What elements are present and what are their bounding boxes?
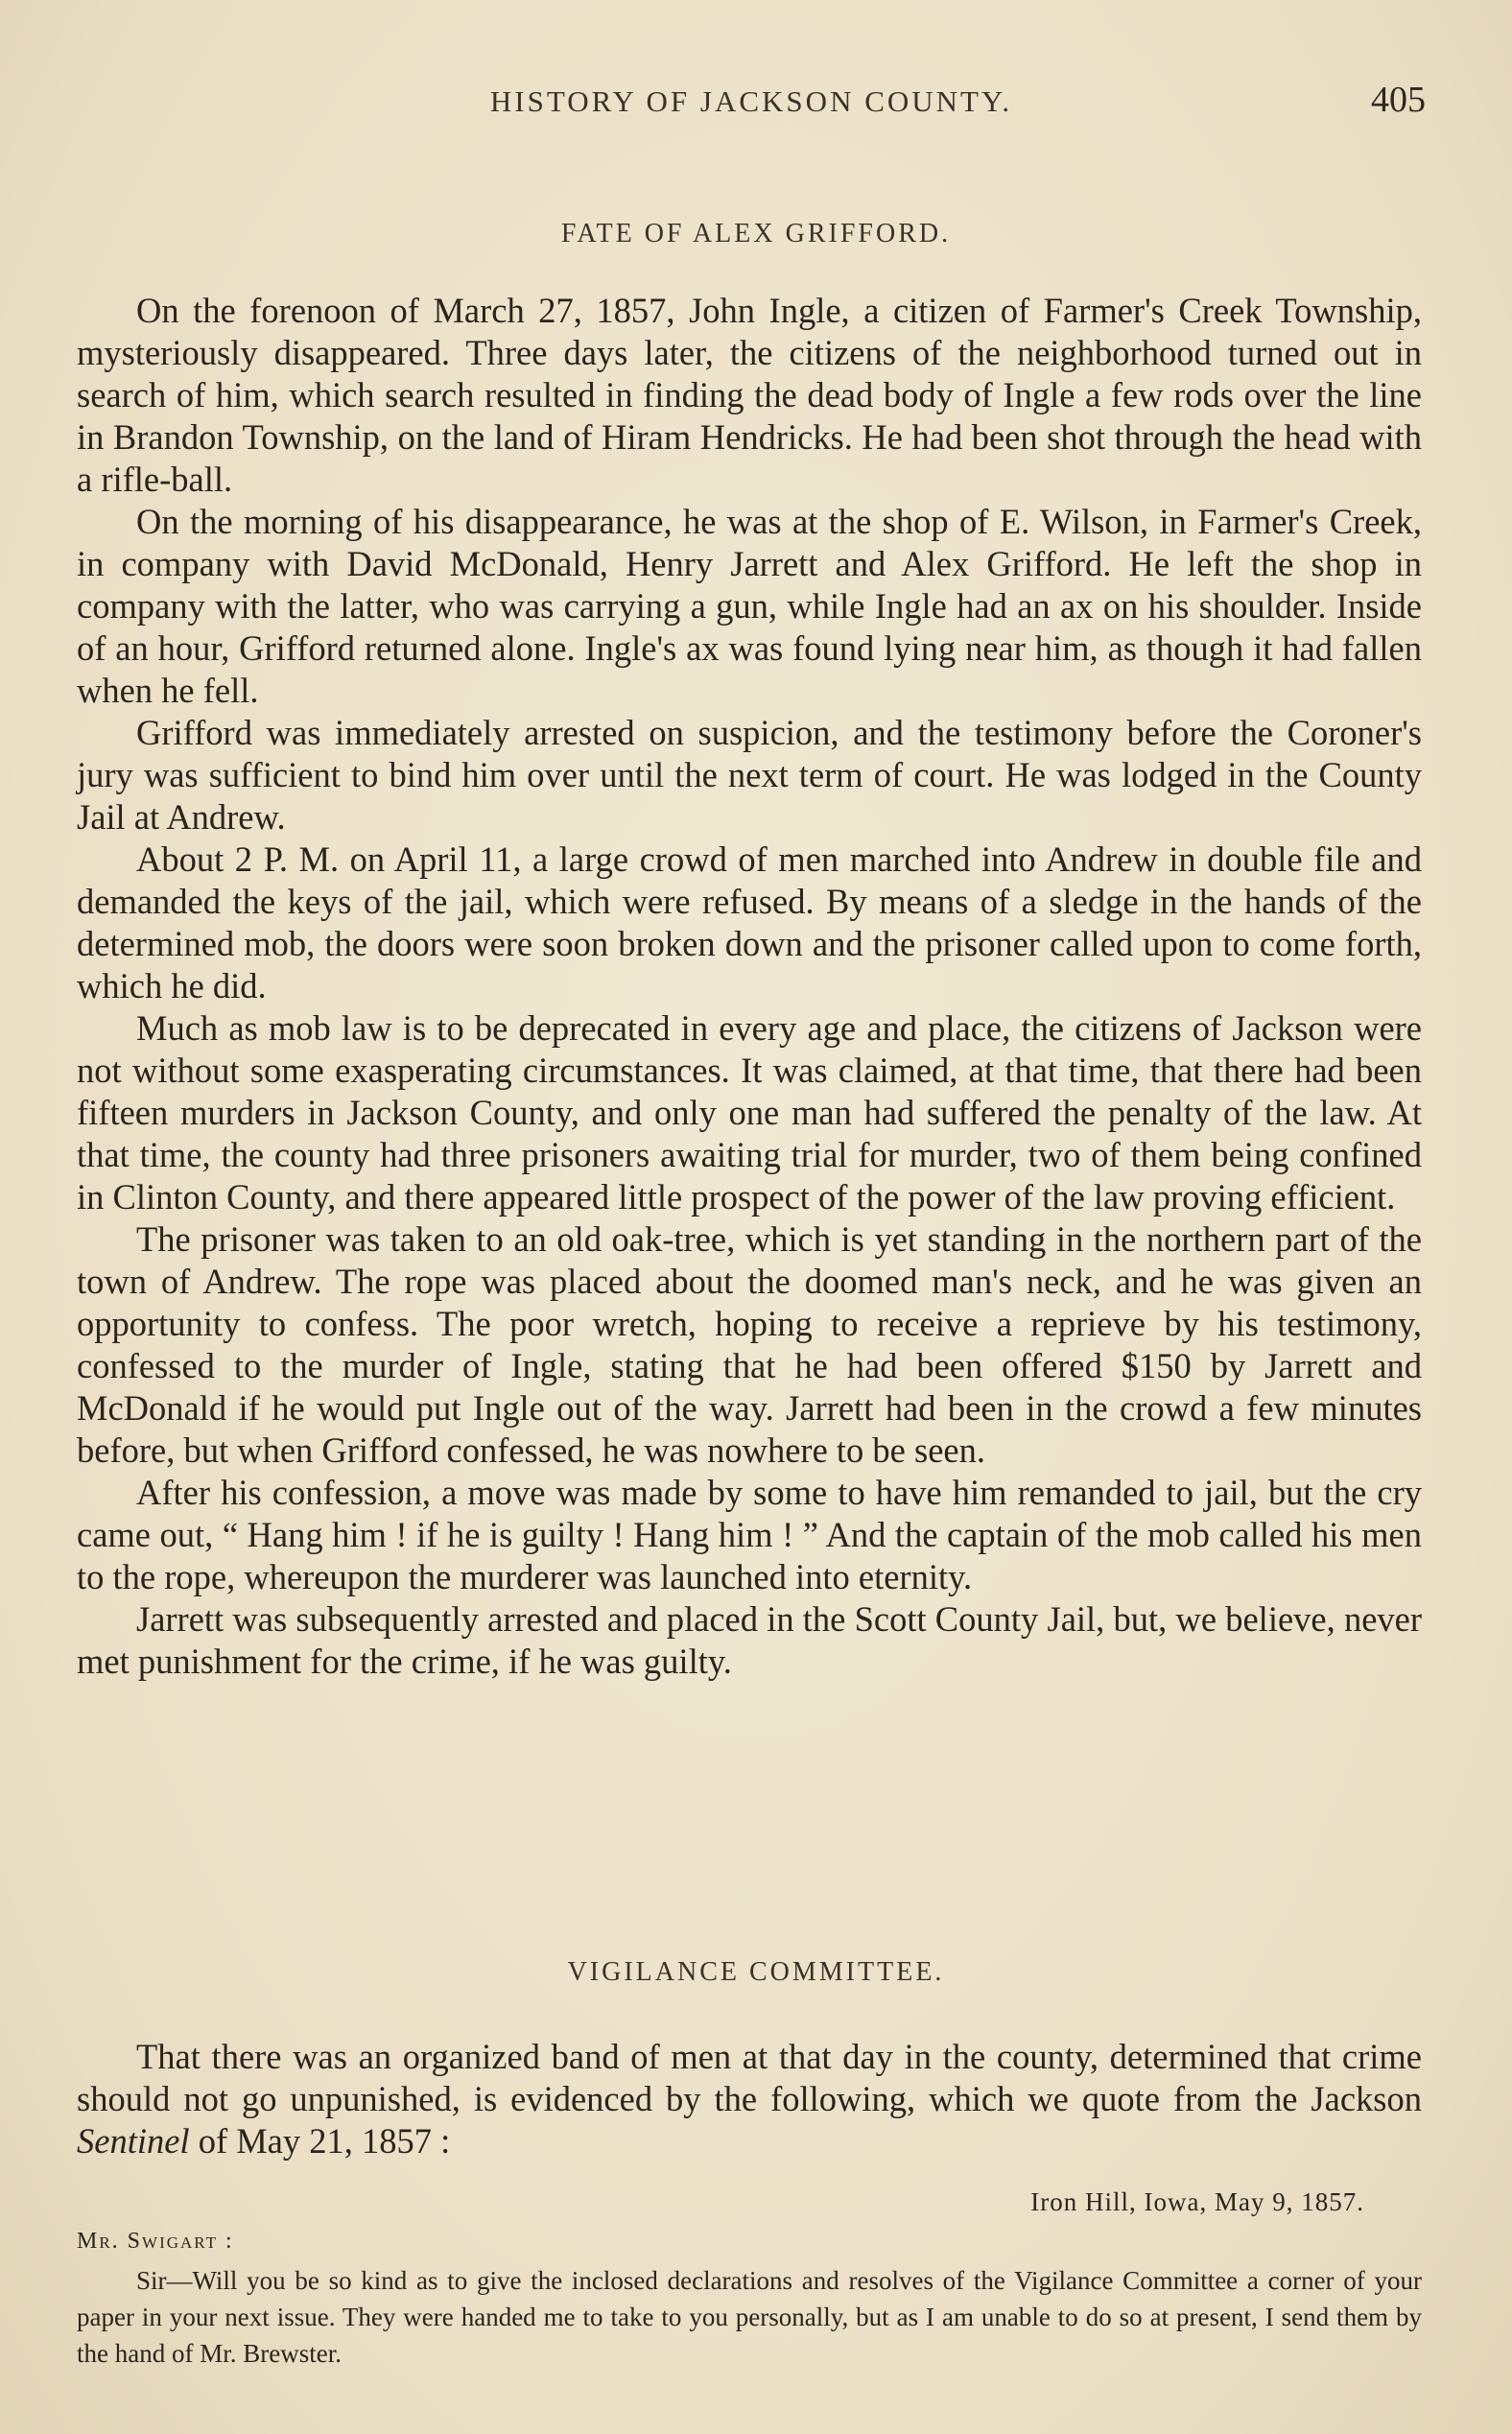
paragraph: On the morning of his disappearance, he was at the shop of E. Wilson, in Farmer's Creek, in company with David McDonald, Henry Jarrett and Alex Grifford. He left the shop in company with the latter, who was carrying a gun, while Ingle had an ax on his shoulder. Inside of an hour, Grifford returned alone. Ingle's ax was found lying near him, as though it had fallen when he fell. bbox=[77, 502, 1422, 710]
paragraph: Grifford was immediately arrested on suspicion, and the testimony before the Coroner's jury was sufficient to bind him over until the next term of court. He was lodged in the County Jail at Andrew. bbox=[77, 713, 1422, 837]
letter-salutation: Mr. Swigart : bbox=[77, 2229, 234, 2254]
paragraph: After his confession, a move was made by some to have him remanded to jail, but the cry came out, “ Hang him ! if he is guilty ! Hang him ! ” And the captain of the mob called his men to the rope, whereupon the murderer was launched into eternity. bbox=[77, 1473, 1422, 1596]
letter-dateline: Iron Hill, Iowa, May 9, 1857. bbox=[1030, 2187, 1364, 2216]
section-title-vigilance-committee: VIGILANCE COMMITTEE. bbox=[567, 1957, 945, 1987]
paragraph bbox=[77, 2036, 1422, 2162]
paragraph-text: of May 21, 1857 : bbox=[189, 2121, 451, 2161]
section-title-fate-of-alex-grifford: FATE OF ALEX GRIFFORD. bbox=[560, 219, 952, 248]
page-number: 405 bbox=[1371, 80, 1426, 120]
letter-body: Sir—Will you be so kind as to give the inclosed declarations and resolves of the Vigilance Committee a corner of your paper in your next issue. They were handed me to take to you personally, but as I am unable to do so at present, I send them by the hand of Mr. Brewster. bbox=[77, 2266, 1422, 2368]
section-body-fate-of-alex-grifford bbox=[77, 290, 1422, 1683]
paragraph: On the forenoon of March 27, 1857, John Ingle, a citizen of Farmer's Creek Township, mysteriously disappeared. Three days later, the citizens of the neighborhood turned out in search of him, which search resulted in finding the dead body of Ingle a few rods over the line in Brandon Township, on the land of Hiram Hendricks. He had been shot through the head with a rifle-ball. bbox=[77, 291, 1422, 499]
paragraph-text: That there was an organized band of men at that day in the county, determined that crime should not go unpunished, is evidenced by the following, which we quote from the Jackson bbox=[77, 2037, 1422, 2118]
paragraph: About 2 P. M. on April 11, a large crowd of men marched into Andrew in double file and demanded the keys of the jail, which were refused. By means of a sledge in the hands of the determined mob, the doors were soon broken down and the prisoner called upon to come forth, which he did. bbox=[77, 839, 1422, 1005]
paragraph: Jarrett was subsequently arrested and placed in the Scott County Jail, but, we believe, never met punishment for the crime, if he was guilty. bbox=[77, 1599, 1422, 1681]
running-head: HISTORY OF JACKSON COUNTY. bbox=[489, 84, 1013, 118]
page-header bbox=[77, 79, 1426, 127]
quoted-letter bbox=[77, 2187, 1422, 2372]
paragraph: Much as mob law is to be deprecated in every age and place, the citizens of Jackson were not without some exasperating circumstances. It was claimed, at that time, that there had been fifteen murders in Jackson County, and only one man had suffered the penalty of the law. At that time, the county had three prisoners awaiting trial for murder, two of them being confined in Clinton County, and there appeared little prospect of the power of the law proving efficient. bbox=[77, 1008, 1422, 1217]
paragraph: The prisoner was taken to an old oak-tree, which is yet standing in the northern part of the town of Andrew. The rope was placed about the doomed man's neck, and he was given an opportunity to confess. The poor wretch, hoping to receive a reprieve by his testimony, confessed to the murder of Ingle, stating that he had been offered $150 by Jarrett and McDonald if he would put Ingle out of the way. Jarrett had been in the crowd a few minutes before, but when Grifford confessed, he was nowhere to be seen. bbox=[77, 1219, 1422, 1470]
newspaper-title: Sentinel bbox=[77, 2121, 190, 2161]
section-body-vigilance-committee bbox=[77, 2036, 1422, 2162]
